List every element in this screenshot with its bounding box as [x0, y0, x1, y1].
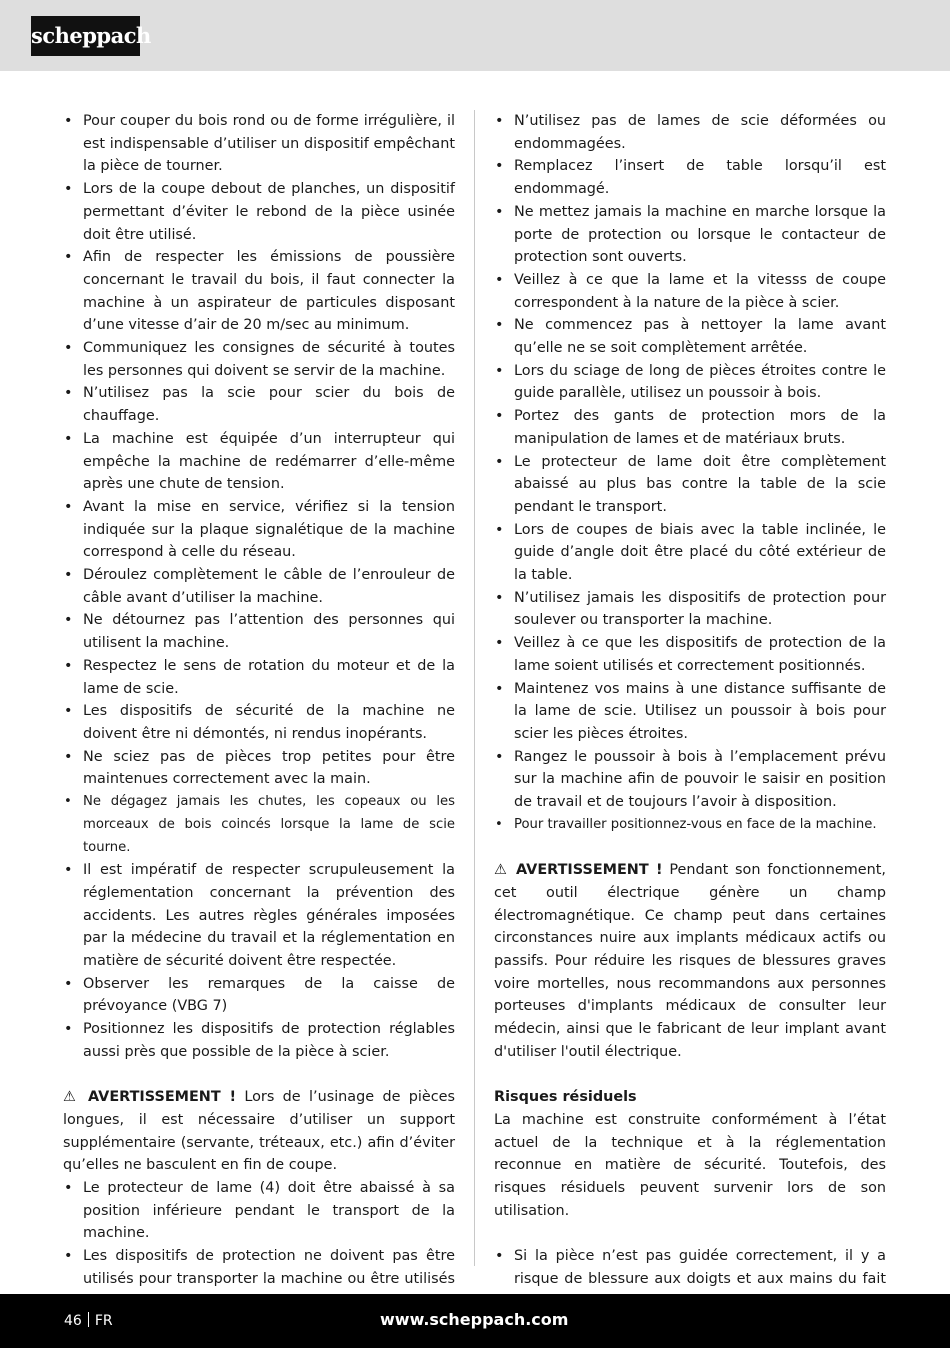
- website-url: www.scheppach.com: [380, 1310, 569, 1329]
- column-divider: [474, 110, 475, 1266]
- scheppach-logo: scheppach: [31, 16, 140, 56]
- list-item: • N’utilisez pas la scie pour scier du bois de chauffage.: [63, 382, 455, 427]
- list-item: • Veillez à ce que la lame et la vitesss de coupe correspondent à la nature de la pièce à scier.: [494, 269, 886, 314]
- list-item: • Veillez à ce que les dispositifs de protection de la lame soient utilisés et correctement positionnés.: [494, 632, 886, 677]
- list-item: • Pour couper du bois rond ou de forme irrégulière, il est indispensable d’utiliser un dispositif empêchant la pièce de tourner.: [63, 110, 455, 178]
- list-item: • Lors du sciage de long de pièces étroites contre le guide parallèle, utilisez un poussoir à bois.: [494, 360, 886, 405]
- safety-list-right-a: [494, 110, 886, 837]
- page-number: 46: [64, 1313, 82, 1329]
- list-item: • Rangez le poussoir à bois à l’emplacement prévu sur la machine afin de pouvoir le saisir en position de travail et de toujours l’avoir à disposition.: [494, 746, 886, 814]
- warning-text: Pendant son fonctionnement, cet outil électrique génère un champ électromagnétique. Ce champ peut dans certaines circonstances nuire aux implants médicaux actifs ou passifs. Pour réduire les risques de blessures graves voire mortelles, nous recommandons aux personnes porteuses d'implants médicaux de consulter leur médecin, ainsi que le fabricant de leur implant avant d'utiliser l'outil électrique.: [494, 862, 886, 1060]
- list-item: • Lors de coupes de biais avec la table inclinée, le guide d’angle doit être placé du côté extérieur de la table.: [494, 519, 886, 587]
- list-item: • Déroulez complètement le câble de l’enrouleur de câble avant d’utiliser la machine.: [63, 564, 455, 609]
- list-item: • Si la pièce n’est pas guidée correctement, il y a risque de blessure aux doigts et aux mains du fait: [494, 1245, 886, 1313]
- list-item: • Pour travailler positionnez-vous en face de la machine.: [494, 814, 886, 837]
- list-item: • Observer les remarques de la caisse de prévoyance (VBG 7): [63, 973, 455, 1018]
- list-item: • Respectez le sens de rotation du moteur et de la lame de scie.: [63, 655, 455, 700]
- safety-list-left-a: [63, 110, 455, 1064]
- list-item: • Avant la mise en service, vérifiez si la tension indiquée sur la plaque signalétique de la machine correspond à celle du réseau.: [63, 496, 455, 564]
- safety-list-left-c: [63, 1177, 455, 1313]
- list-item: • Lors de la coupe debout de planches, un dispositif permettant d’éviter le rebond de la pièce usinée doit être utilisé.: [63, 178, 455, 246]
- warning-text: Lors de l’usinage de pièces longues, il est nécessaire d’utiliser un support supplémentaire (servante, tréteaux, etc.) afin d’éviter qu’elles ne basculent en fin de coupe.: [63, 1089, 456, 1174]
- list-item: • Ne commencez pas à nettoyer la lame avant qu’elle ne se soit complètement arrêtée.: [494, 314, 886, 359]
- warning-icon: ⚠: [494, 862, 510, 879]
- list-item: • La machine est équipée d’un interrupteur qui empêche la machine de redémarrer d’elle-même après une chute de tension.: [63, 428, 455, 496]
- list-item: • Maintenez vos mains à une distance suffisante de la lame de scie. Utilisez un poussoir à bois pour scier les pièces étroites.: [494, 678, 886, 746]
- list-item: • Ne dégagez jamais les chutes, les copeaux ou les morceaux de bois coincés lorsque la lame de scie tourne.: [63, 791, 455, 859]
- warning-label: AVERTISSEMENT !: [88, 1089, 237, 1106]
- list-item: • N’utilisez pas de lames de scie déformées ou endommagées.: [494, 110, 886, 155]
- list-item: • Ne détournez pas l’attention des personnes qui utilisent la machine.: [63, 609, 455, 654]
- left-column: [63, 110, 455, 1313]
- list-item: • Communiquez les consignes de sécurité à toutes les personnes qui doivent se servir de la machine.: [63, 337, 455, 382]
- warning-paragraph: [494, 859, 886, 1063]
- separator: [88, 1312, 89, 1327]
- page-footer: [0, 1294, 950, 1348]
- list-item: • Portez des gants de protection mors de la manipulation de lames et de matériaux bruts.: [494, 405, 886, 450]
- list-item: • Afin de respecter les émissions de poussière concernant le travail du bois, il faut connecter la machine à un aspirateur de particules disposant d’une vitesse d’air de 20 m/sec au minimum.: [63, 246, 455, 337]
- list-item: • Les dispositifs de protection ne doivent pas être utilisés pour transporter la machine ou être utilisés: [63, 1245, 455, 1313]
- list-item: • Il est impératif de respecter scrupuleusement la réglementation concernant la prévention des accidents. Les autres règles générales imposées par la médecine du travail et la réglementation en matière de sécurité doivent être respectée.: [63, 859, 455, 973]
- list-item: • Remplacez l’insert de table lorsqu’il est endommagé.: [494, 155, 886, 200]
- list-item: • Le protecteur de lame doit être complètement abaissé au plus bas contre la table de la scie pendant le transport.: [494, 451, 886, 519]
- warning-paragraph: [63, 1086, 455, 1177]
- page-number-block: [64, 1311, 113, 1331]
- list-item: • Les dispositifs de sécurité de la machine ne doivent être ni démontés, ni rendus inopérants.: [63, 700, 455, 745]
- warning-icon: ⚠: [63, 1089, 80, 1106]
- list-item: • N’utilisez jamais les dispositifs de protection pour soulever ou transporter la machine.: [494, 587, 886, 632]
- residual-risks-text: La machine est construite conformément à l’état actuel de la technique et à la réglementation reconnue en matière de sécurité. Toutefois, des risques résiduels peuvent survenir lors de son utilisation.: [494, 1111, 886, 1219]
- page-header: [0, 0, 950, 71]
- right-column: [494, 110, 886, 1313]
- list-item: • Positionnez les dispositifs de protection réglables aussi près que possible de la pièce à scier.: [63, 1018, 455, 1063]
- residual-risks-heading: Risques résiduels: [494, 1089, 637, 1106]
- list-item: • Ne sciez pas de pièces trop petites pour être maintenues correctement avec la main.: [63, 746, 455, 791]
- language-code: FR: [94, 1313, 113, 1329]
- list-item: • Le protecteur de lame (4) doit être abaissé à sa position inférieure pendant le transport de la machine.: [63, 1177, 455, 1245]
- list-item: • Ne mettez jamais la machine en marche lorsque la porte de protection ou lorsque le contacteur de protection sont ouverts.: [494, 201, 886, 269]
- warning-label: AVERTISSEMENT !: [516, 862, 663, 879]
